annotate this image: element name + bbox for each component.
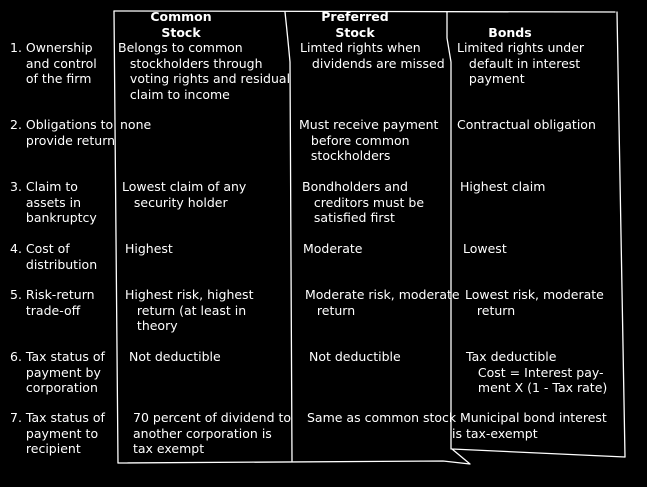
header-preferred-stock: Preferred Stock <box>321 9 389 40</box>
bonds-cell: Lowest <box>463 241 507 256</box>
bonds-cell: Contractual obligation <box>457 117 596 132</box>
row-label: 5. Risk-return trade-off <box>10 287 95 318</box>
preferred-stock-cell: Same as common stock <box>307 410 457 425</box>
bonds-cell: Lowest risk, moderate return <box>465 287 604 318</box>
preferred-stock-cell: Moderate <box>303 241 363 256</box>
common-stock-cell: Highest risk, highest return (at least in theory <box>125 287 254 333</box>
preferred-stock-cell: Moderate risk, moderate return <box>305 287 460 318</box>
bonds-cell: Municipal bond interest is tax-exempt <box>452 410 607 441</box>
preferred-stock-cell: Bondholders and creditors must be satisfied first <box>302 179 425 225</box>
preferred-stock-cell: Must receive payment before common stockholders <box>299 117 439 163</box>
row-label: 3. Claim to assets in bankruptcy <box>10 179 97 225</box>
preferred-stock-cell: Limted rights when dividends are missed <box>300 40 445 71</box>
row-label: 2. Obligations to provide return <box>10 117 116 148</box>
common-stock-cell: Belongs to common stockholders through voting rights and residual claim to income <box>118 40 291 102</box>
row-label: 4. Cost of distribution <box>10 241 98 272</box>
common-stock-cell: none <box>120 117 152 132</box>
common-stock-cell: 70 percent of dividend to another corporation is tax exempt <box>133 410 292 456</box>
bonds-cell: Limited rights under default in interest payment <box>457 40 585 86</box>
common-stock-cell: Highest <box>125 241 173 256</box>
frame-right-line <box>617 12 625 457</box>
preferred-stock-cell: Not deductible <box>309 349 401 364</box>
bonds-cell: Tax deductible Cost = Interest pay- ment X (1 - Tax rate) <box>466 349 608 395</box>
bonds-cell: Highest claim <box>460 179 546 194</box>
row-label: 6. Tax status of payment by corporation <box>10 349 105 395</box>
column-divider-2 <box>447 12 451 449</box>
header-common-stock: Common Stock <box>150 9 212 40</box>
header-bonds: Bonds <box>488 25 532 40</box>
row-label: 7. Tax status of payment to recipient <box>10 410 105 456</box>
row-label: 1. Ownership and control of the firm <box>10 40 97 86</box>
common-stock-cell: Lowest claim of any security holder <box>122 179 247 210</box>
common-stock-cell: Not deductible <box>129 349 221 364</box>
